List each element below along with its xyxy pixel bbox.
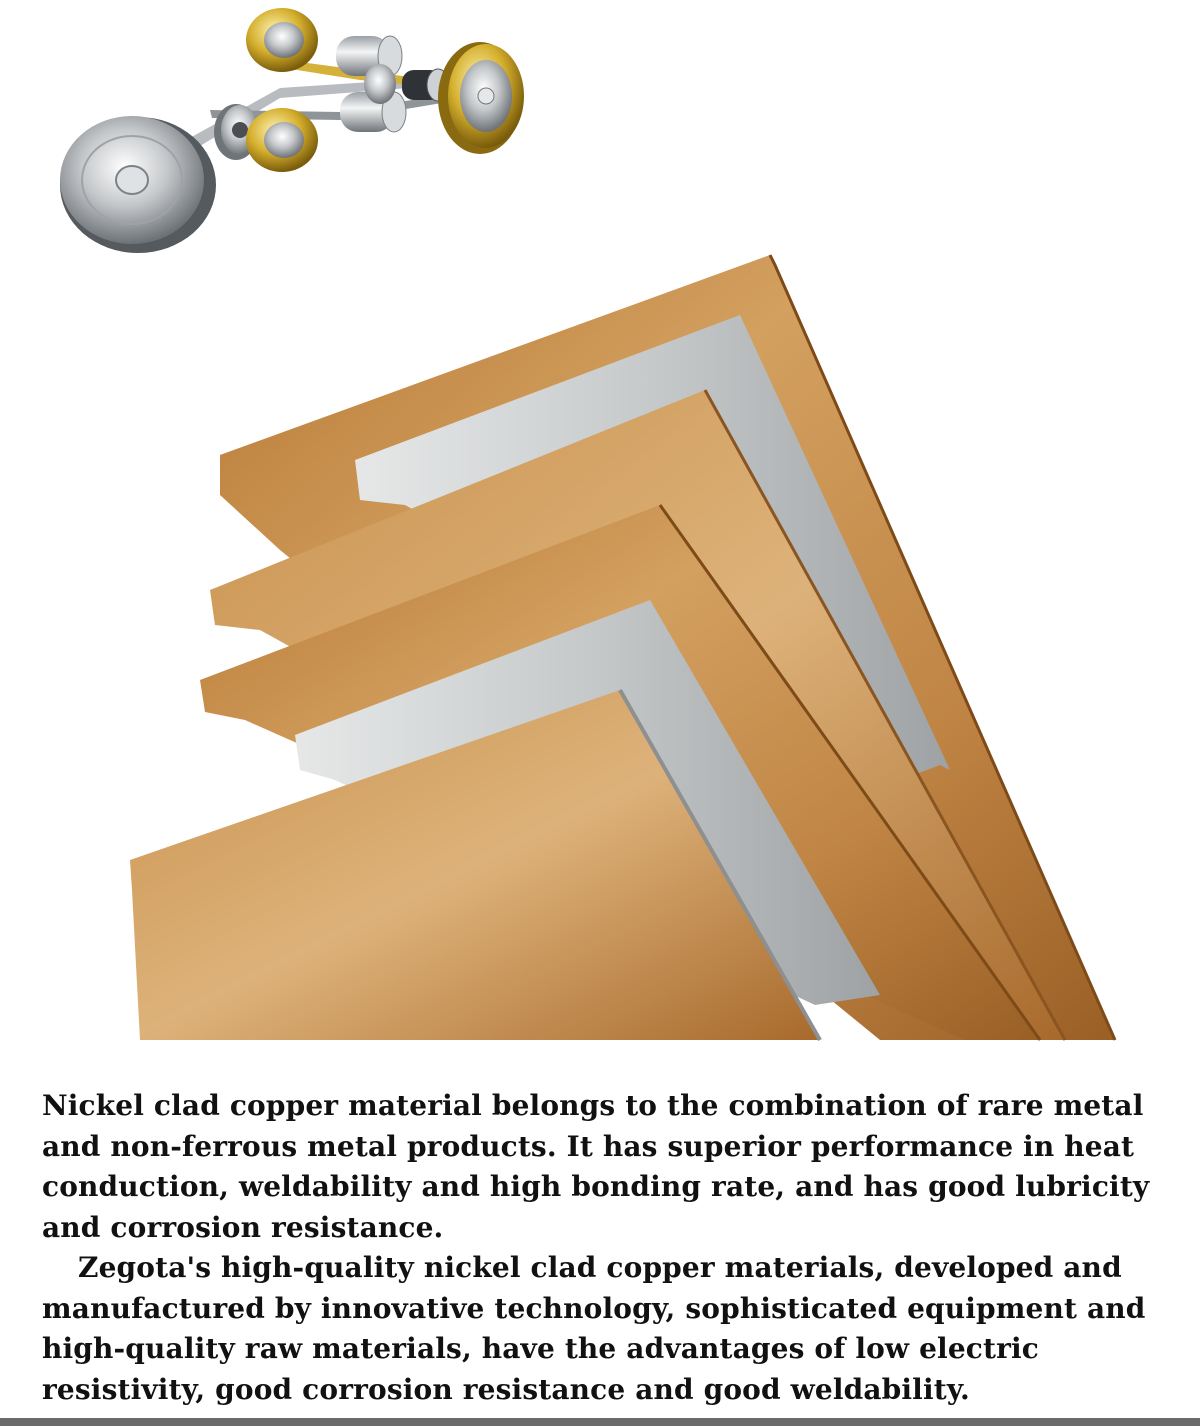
top-gold-coil	[246, 8, 318, 72]
bottom-gold-coil	[246, 108, 318, 172]
takeup-gold-reel	[438, 42, 524, 154]
clad-strips-illustration	[120, 250, 1120, 1045]
description-paragraph-1: Nickel clad copper material belongs to the combination of rare metal and non-ferrous metal products. It has superior performance in heat conduction, weldability and high bonding rate, and has good lubricity and corrosion resistance.	[42, 1089, 1150, 1244]
bottom-divider	[0, 1418, 1200, 1426]
roll-bonding-illustration	[40, 0, 540, 260]
product-description	[42, 1086, 1172, 1410]
description-paragraph-2: Zegota's high-quality nickel clad copper materials, developed and manufactured by innovative technology, sophisticated equipment and high-quality raw materials, have the advantages of low electric resistivity, good corrosion resistance and good weldability.	[42, 1251, 1146, 1406]
steel-coil	[60, 116, 216, 253]
